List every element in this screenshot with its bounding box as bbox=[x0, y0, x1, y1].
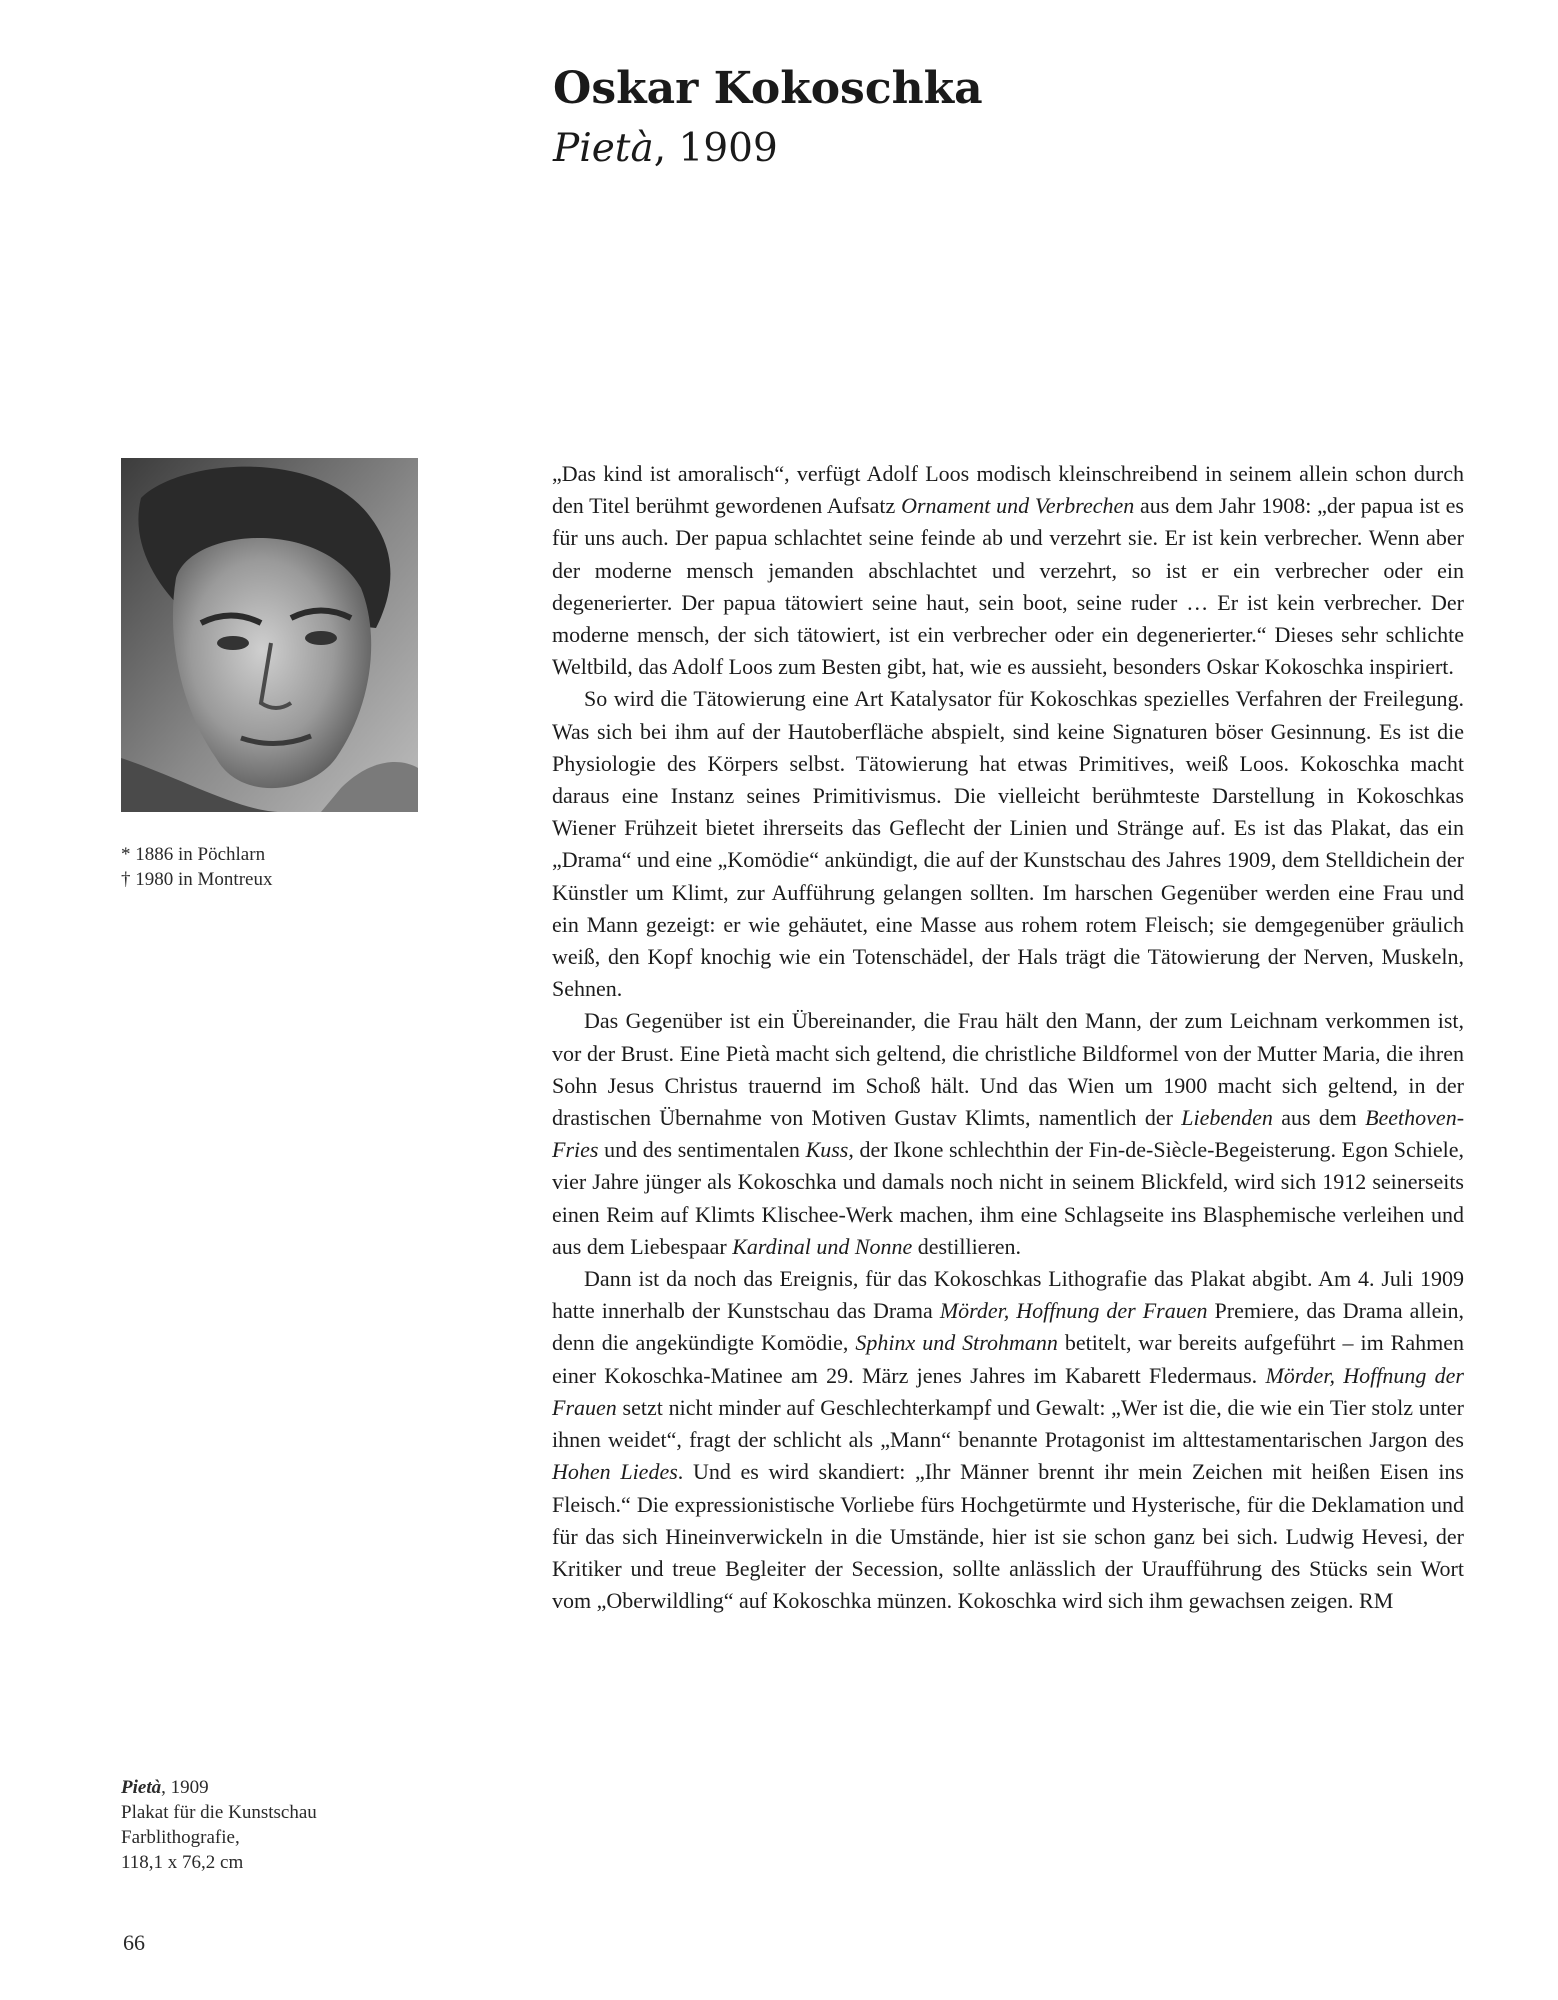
work-reference: Ornament und Verbrechen bbox=[901, 493, 1135, 519]
work-reference: Mörder, Hoffnung der Frauen bbox=[939, 1298, 1208, 1324]
artwork-caption bbox=[121, 1775, 317, 1875]
caption-artwork-title: Pietà bbox=[121, 1777, 162, 1798]
artist-portrait-photo bbox=[121, 458, 418, 812]
work-reference: Liebenden bbox=[1181, 1105, 1273, 1131]
caption-artwork-year: , 1909 bbox=[161, 1777, 209, 1798]
artist-name: Oskar Kokoschka bbox=[553, 63, 983, 114]
caption-title-line bbox=[121, 1775, 317, 1800]
paragraph-3: Das Gegenüber ist ein Übereinander, die Frau hält den Mann, der zum Leichnam verkommen ist, vor der Brust. Eine Pietà macht sich geltend, die christliche Bildformel von der Mutter Maria, die ihren Sohn Jesus Christus trauernd im Schoß hält. Und das Wien um 1900 macht sich geltend, in der drastischen Übernahme von Motiven Gustav Klimts, namentlich der Liebenden aus dem Beethoven-Fries und des sentimentalen Kuss, der Ikone schlechthin der Fin-de-Siècle-Begeisterung. Egon Schiele, vier Jahre jünger als Kokoschka und damals noch nicht in seinem Blickfeld, wird sich 1912 seinerseits einen Reim auf Klimts Klischee-Werk machen, ihm eine Schlagseite ins Blasphemische verleihen und aus dem Liebespaar Kardinal und Nonne destillieren. bbox=[552, 1008, 1465, 1259]
paragraph-2: So wird die Tätowierung eine Art Katalysator für Kokoschkas spezielles Verfahren der Freilegung. Was sich bei ihm auf der Hautoberfläche abspielt, sind keine Signaturen böser Gesinnung. Es ist die Physiologie des Körpers selbst. Tätowierung hat etwas Primitives, weiß Loos. Kokoschka macht daraus eine Instanz seines Primitivismus. Die vielleicht berühmteste Darstellung in Kokoschkas Wiener Frühzeit bietet ihrerseits das Geflecht der Linien und Stränge auf. Es ist das Plakat, das ein „Drama“ und eine „Komödie“ ankündigt, die auf der Kunstschau des Jahres 1909, dem Stelldichein der Künstler um Klimt, zur Aufführung gelangen sollten. Im harschen Gegenüber werden eine Frau und ein Mann gezeigt: er wie gehäutet, eine Masse aus rohem rotem Fleisch; sie demgegenüber gräulich weiß, den Kopf knochig wie ein Totenschädel, der Hals trägt die Tätowierung der Nerven, Muskeln, Sehnen. bbox=[552, 686, 1464, 1002]
work-reference: Kardinal und Nonne bbox=[732, 1233, 913, 1259]
page-number: 66 bbox=[123, 1930, 145, 1955]
work-reference: Sphinx und Strohmann bbox=[855, 1330, 1058, 1356]
paragraph-4: Dann ist da noch das Ereignis, für das Kokoschkas Lithografie das Plakat abgibt. Am 4. Juli 1909 hatte innerhalb der Kunstschau das Drama Mörder, Hoffnung der Frauen Premiere, das Drama allein, denn die angekündigte Komödie, Sphinx und Strohmann betitelt, war bereits aufgeführt – im Rahmen einer Kokoschka-Matinee am 29. März jenes Jahres im Kabarett Fledermaus. Mörder, Hoffnung der Frauen setzt nicht minder auf Geschlechterkampf und Gewalt: „Wer ist die, die wie ein Tier stolz unter ihnen weidet“, fragt der schlicht als „Mann“ benannte Protagonist im alttestamentarischen Jargon des Hohen Liedes. Und es wird skandiert: „Ihr Männer brennt ihr mein Zeichen mit heißen Eisen ins Fleisch.“ Die expressionistische Vorliebe fürs Hochgetürmte und Hysterische, für die Deklamation und für das sich Hineinverwickeln in die Umstände, hier ist sie schon ganz bei sich. Ludwig Hevesi, der Kritiker und treue Begleiter der Secession, sollte anlässlich der Uraufführung des Stücks sein Wort vom „Oberwildling“ auf Kokoschka münzen. Kokoschka wird sich ihm gewachsen zeigen. RM bbox=[552, 1266, 1464, 1614]
work-reference: Kuss bbox=[805, 1137, 849, 1163]
paragraph-1: „Das kind ist amoralisch“, verfügt Adolf Loos modisch kleinschreibend in seinem allein schon durch den Titel berühmt gewordenen Aufsatz Ornament und Verbrechen aus dem Jahr 1908: „der papua ist es für uns auch. Der papua schlachtet seine feinde ab und verzehrt sie. Er ist kein verbrecher. Wenn aber der moderne mensch jemanden abschlachtet und verzehrt, so ist er ein verbrecher oder ein degenerierter. Der papua tätowiert seine haut, sein boot, seine ruder … Er ist kein verbrecher. Der moderne mensch, der sich tätowiert, ist ein verbrecher oder ein degenerierter.“ Dieses sehr schlichte Weltbild, das Adolf Loos zum Besten gibt, hat, wie es aussieht, besonders Oskar Kokoschka inspiriert. bbox=[552, 461, 1464, 680]
essay-text bbox=[552, 458, 1464, 1617]
artist-life-dates bbox=[121, 842, 272, 892]
work-title-year: , 1909 bbox=[653, 126, 778, 171]
work-reference: Beethoven-Fries bbox=[552, 1105, 1465, 1163]
caption-line: Plakat für die Kunstschau bbox=[121, 1802, 317, 1823]
work-reference: Hohen Liedes bbox=[552, 1459, 678, 1485]
portrait-photo-icon bbox=[121, 458, 418, 812]
birth-info: * 1886 in Pöchlarn bbox=[121, 844, 266, 865]
work-title bbox=[553, 124, 778, 174]
work-reference: Mörder, Hoffnung der Frauen bbox=[552, 1362, 1464, 1420]
death-info: † 1980 in Montreux bbox=[121, 869, 273, 890]
caption-line: 118,1 x 76,2 cm bbox=[121, 1852, 244, 1873]
work-title-name: Pietà bbox=[553, 126, 654, 171]
caption-line: Farblithografie, bbox=[121, 1827, 240, 1848]
